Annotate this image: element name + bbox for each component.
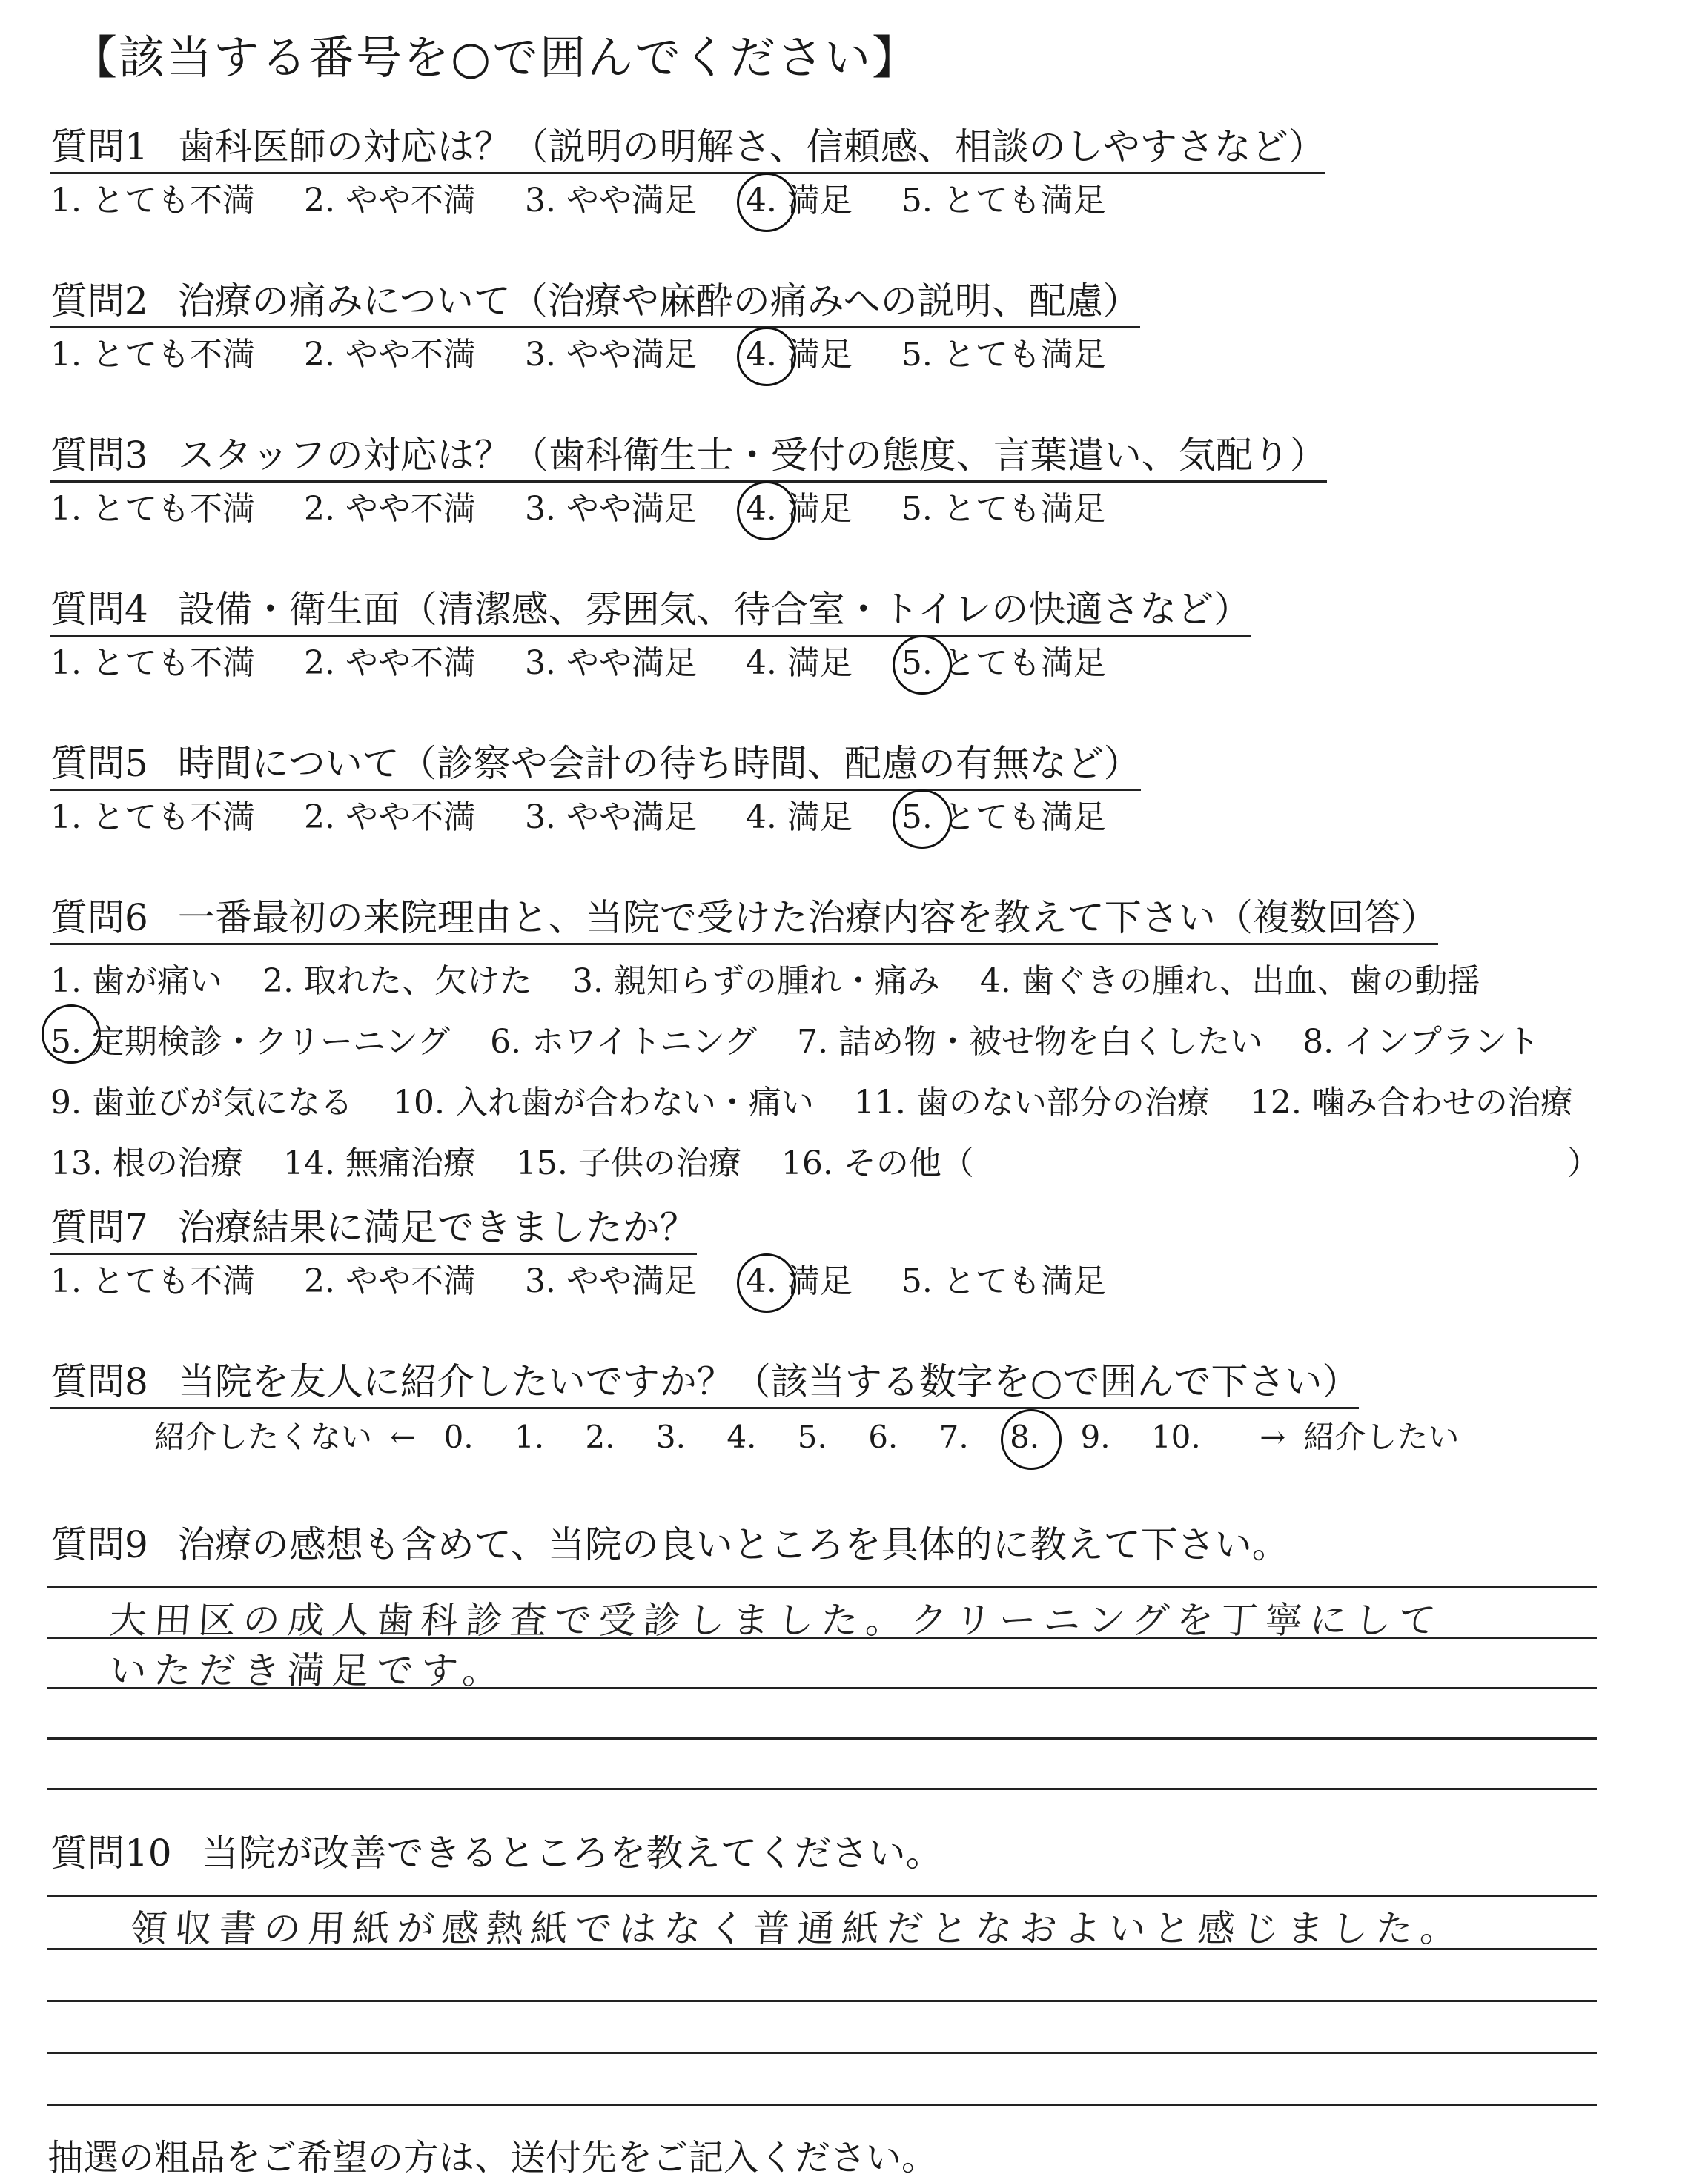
answer-line xyxy=(47,2000,1597,2002)
question-1 xyxy=(50,125,1325,222)
option-5-selected[interactable]: 5. 定期検診・クリーニング xyxy=(50,1012,450,1073)
answer-options xyxy=(50,180,1325,222)
question-9 xyxy=(50,1523,1289,1570)
question-7 xyxy=(50,1205,1145,1302)
answer-options xyxy=(50,643,1251,684)
question-text: 時間について（診察や会計の待ち時間、配慮の有無など） xyxy=(177,742,1141,785)
option-2[interactable]: 2. やや不満 xyxy=(303,644,476,682)
option-3[interactable]: 3. 親知らずの腫れ・痛み xyxy=(572,962,940,1000)
question-text: 当院が改善できるところを教えてください。 xyxy=(201,1832,943,1875)
option-row xyxy=(50,951,1603,1012)
question-3 xyxy=(50,433,1327,530)
option-4-selected[interactable]: 4. 満足 xyxy=(746,334,853,376)
scale-7[interactable]: 7. xyxy=(939,1419,969,1455)
option-10[interactable]: 10. 入れ歯が合わない・痛い xyxy=(392,1084,814,1122)
question-number: 質問4 xyxy=(50,588,148,631)
arrow-right-icon: → xyxy=(1260,1419,1286,1455)
option-5-selected[interactable]: 5. とても満足 xyxy=(901,797,1106,838)
question-text: 治療結果に満足できましたか？ xyxy=(177,1206,697,1249)
answer-options xyxy=(50,1261,1145,1302)
scale-5[interactable]: 5. xyxy=(797,1419,827,1455)
option-5-selected[interactable]: 5. とても満足 xyxy=(901,643,1106,684)
page-title: 【該当する番号を○で囲んでください】 xyxy=(71,30,920,85)
question-heading xyxy=(50,279,1140,328)
option-14[interactable]: 14. 無痛治療 xyxy=(282,1144,476,1182)
question-8 xyxy=(50,1359,1459,1458)
question-heading xyxy=(50,1359,1359,1409)
option-5[interactable]: 5. とても満足 xyxy=(901,1262,1106,1300)
option-row xyxy=(50,1073,1603,1133)
option-4[interactable]: 4. 満足 xyxy=(745,644,853,682)
question-number: 質問7 xyxy=(50,1206,148,1249)
option-1[interactable]: 1. とても不満 xyxy=(50,1262,255,1300)
question-text: 歯科医師の対応は？（説明の明解さ、信頼感、相談のしやすさなど） xyxy=(177,125,1325,168)
question-number: 質問10 xyxy=(50,1832,172,1875)
question-text: 一番最初の来院理由と、当院で受けた治療内容を教えて下さい（複数回答） xyxy=(177,896,1438,939)
answer-line xyxy=(47,1788,1597,1790)
question-4 xyxy=(50,587,1251,684)
option-4-selected[interactable]: 4. 満足 xyxy=(746,488,853,530)
question-text: 当院を友人に紹介したいですか？（該当する数字を○で囲んで下さい） xyxy=(177,1360,1360,1403)
option-9[interactable]: 9. 歯並びが気になる xyxy=(50,1084,353,1122)
option-2[interactable]: 2. 取れた、欠けた xyxy=(262,962,532,1000)
question-heading xyxy=(50,1205,697,1255)
scale-low-label: 紹介したくない xyxy=(154,1419,373,1455)
question-heading xyxy=(50,895,1438,945)
question-number: 質問5 xyxy=(50,742,148,785)
question-text: 設備・衛生面（清潔感、雰囲気、待合室・トイレの快適さなど） xyxy=(177,588,1251,631)
question-heading xyxy=(50,1523,1289,1570)
option-12[interactable]: 12. 噛み合わせの治療 xyxy=(1249,1084,1573,1122)
scale-9[interactable]: 9. xyxy=(1080,1419,1110,1455)
scale-6[interactable]: 6. xyxy=(868,1419,898,1455)
option-5[interactable]: 5. とても満足 xyxy=(901,490,1106,528)
question-10 xyxy=(50,1831,943,1878)
recommend-scale xyxy=(154,1417,1459,1458)
option-13[interactable]: 13. 根の治療 xyxy=(50,1144,243,1182)
option-row xyxy=(50,1012,1603,1073)
option-2[interactable]: 2. やや不満 xyxy=(303,490,476,528)
scale-high-label: 紹介したい xyxy=(1303,1419,1460,1455)
option-1[interactable]: 1. とても不満 xyxy=(50,182,255,219)
option-4[interactable]: 4. 満足 xyxy=(745,798,853,836)
question-2 xyxy=(50,279,1145,376)
question-number: 質問8 xyxy=(50,1360,148,1403)
option-2[interactable]: 2. やや不満 xyxy=(303,1262,476,1300)
option-1[interactable]: 1. とても不満 xyxy=(50,798,255,836)
answer-line xyxy=(47,2104,1597,2106)
option-6[interactable]: 6. ホワイトニング xyxy=(490,1023,758,1061)
answer-line xyxy=(47,1895,1597,1897)
question-number: 質問6 xyxy=(50,896,148,939)
option-7[interactable]: 7. 詰め物・被せ物を白くしたい xyxy=(797,1023,1263,1061)
option-15[interactable]: 15. 子供の治療 xyxy=(515,1144,741,1182)
option-11[interactable]: 11. 歯のない部分の治療 xyxy=(853,1084,1210,1122)
option-1[interactable]: 1. とても不満 xyxy=(50,490,255,528)
question-6 xyxy=(50,895,1603,1194)
question-heading xyxy=(50,587,1251,637)
option-5[interactable]: 5. とても満足 xyxy=(901,336,1106,374)
arrow-left-icon: ← xyxy=(390,1419,417,1455)
option-2[interactable]: 2. やや不満 xyxy=(303,336,476,374)
option-4[interactable]: 4. 歯ぐきの腫れ、出血、歯の動揺 xyxy=(979,962,1480,1000)
option-2[interactable]: 2. やや不満 xyxy=(303,182,476,219)
option-8[interactable]: 8. インプラント xyxy=(1302,1023,1540,1061)
scale-2[interactable]: 2. xyxy=(585,1419,615,1455)
handwritten-answer-line: 大田区の成人歯科診査で受診しました。クリーニングを丁寧にして xyxy=(107,1599,1445,1642)
option-3[interactable]: 3. やや満足 xyxy=(524,798,697,836)
scale-10[interactable]: 10. xyxy=(1151,1419,1201,1455)
option-2[interactable]: 2. やや不満 xyxy=(303,798,476,836)
scale-1[interactable]: 1. xyxy=(514,1419,545,1455)
option-16-other[interactable]: 16. その他（ xyxy=(781,1144,974,1182)
scale-3[interactable]: 3. xyxy=(655,1419,686,1455)
option-1[interactable]: 1. とても不満 xyxy=(50,336,255,374)
question-number: 質問1 xyxy=(50,125,148,168)
other-close-paren: ） xyxy=(1566,1144,1600,1182)
answer-options xyxy=(50,488,1327,530)
answer-line xyxy=(47,1586,1597,1588)
question-heading xyxy=(50,125,1325,174)
multi-answer-options xyxy=(50,951,1603,1194)
question-text: 治療の感想も含めて、当院の良いところを具体的に教えて下さい。 xyxy=(177,1523,1289,1566)
option-3[interactable]: 3. やや満足 xyxy=(524,490,697,528)
question-heading xyxy=(50,741,1141,791)
handwritten-answer-line: いただき満足です。 xyxy=(107,1649,509,1692)
option-1[interactable]: 1. とても不満 xyxy=(50,644,255,682)
option-3[interactable]: 3. やや満足 xyxy=(524,1262,697,1300)
scale-4[interactable]: 4. xyxy=(726,1419,757,1455)
option-3[interactable]: 3. やや満足 xyxy=(524,336,697,374)
option-1[interactable]: 1. 歯が痛い xyxy=(50,962,222,1000)
handwritten-answer-line: 領収書の用紙が感熱紙ではなく普通紙だとなおよいと感じました。 xyxy=(128,1907,1466,1950)
footer-note: 抽選の粗品をご希望の方は、送付先をご記入ください。 xyxy=(47,2137,938,2179)
question-number: 質問9 xyxy=(50,1523,148,1566)
question-number: 質問2 xyxy=(50,279,148,322)
option-4-selected[interactable]: 4. 満足 xyxy=(746,180,853,222)
question-number: 質問3 xyxy=(50,434,148,477)
question-heading xyxy=(50,1831,943,1878)
option-row xyxy=(50,1133,1603,1194)
question-heading xyxy=(50,433,1327,483)
question-text: 治療の痛みについて（治療や麻酔の痛みへの説明、配慮） xyxy=(177,279,1140,322)
question-text: スタッフの対応は？（歯科衛生士・受付の態度、言葉遣い、気配り） xyxy=(177,434,1327,477)
option-4-selected[interactable]: 4. 満足 xyxy=(746,1261,853,1302)
scale-8-selected[interactable]: 8. xyxy=(1010,1417,1039,1458)
option-3[interactable]: 3. やや満足 xyxy=(524,182,697,219)
answer-options xyxy=(50,334,1145,376)
answer-options xyxy=(50,797,1145,838)
answer-line xyxy=(47,1737,1597,1740)
question-5 xyxy=(50,741,1145,838)
scale-0[interactable]: 0. xyxy=(443,1419,474,1455)
answer-line xyxy=(47,2052,1597,2054)
option-5[interactable]: 5. とても満足 xyxy=(901,182,1106,219)
option-3[interactable]: 3. やや満足 xyxy=(524,644,697,682)
